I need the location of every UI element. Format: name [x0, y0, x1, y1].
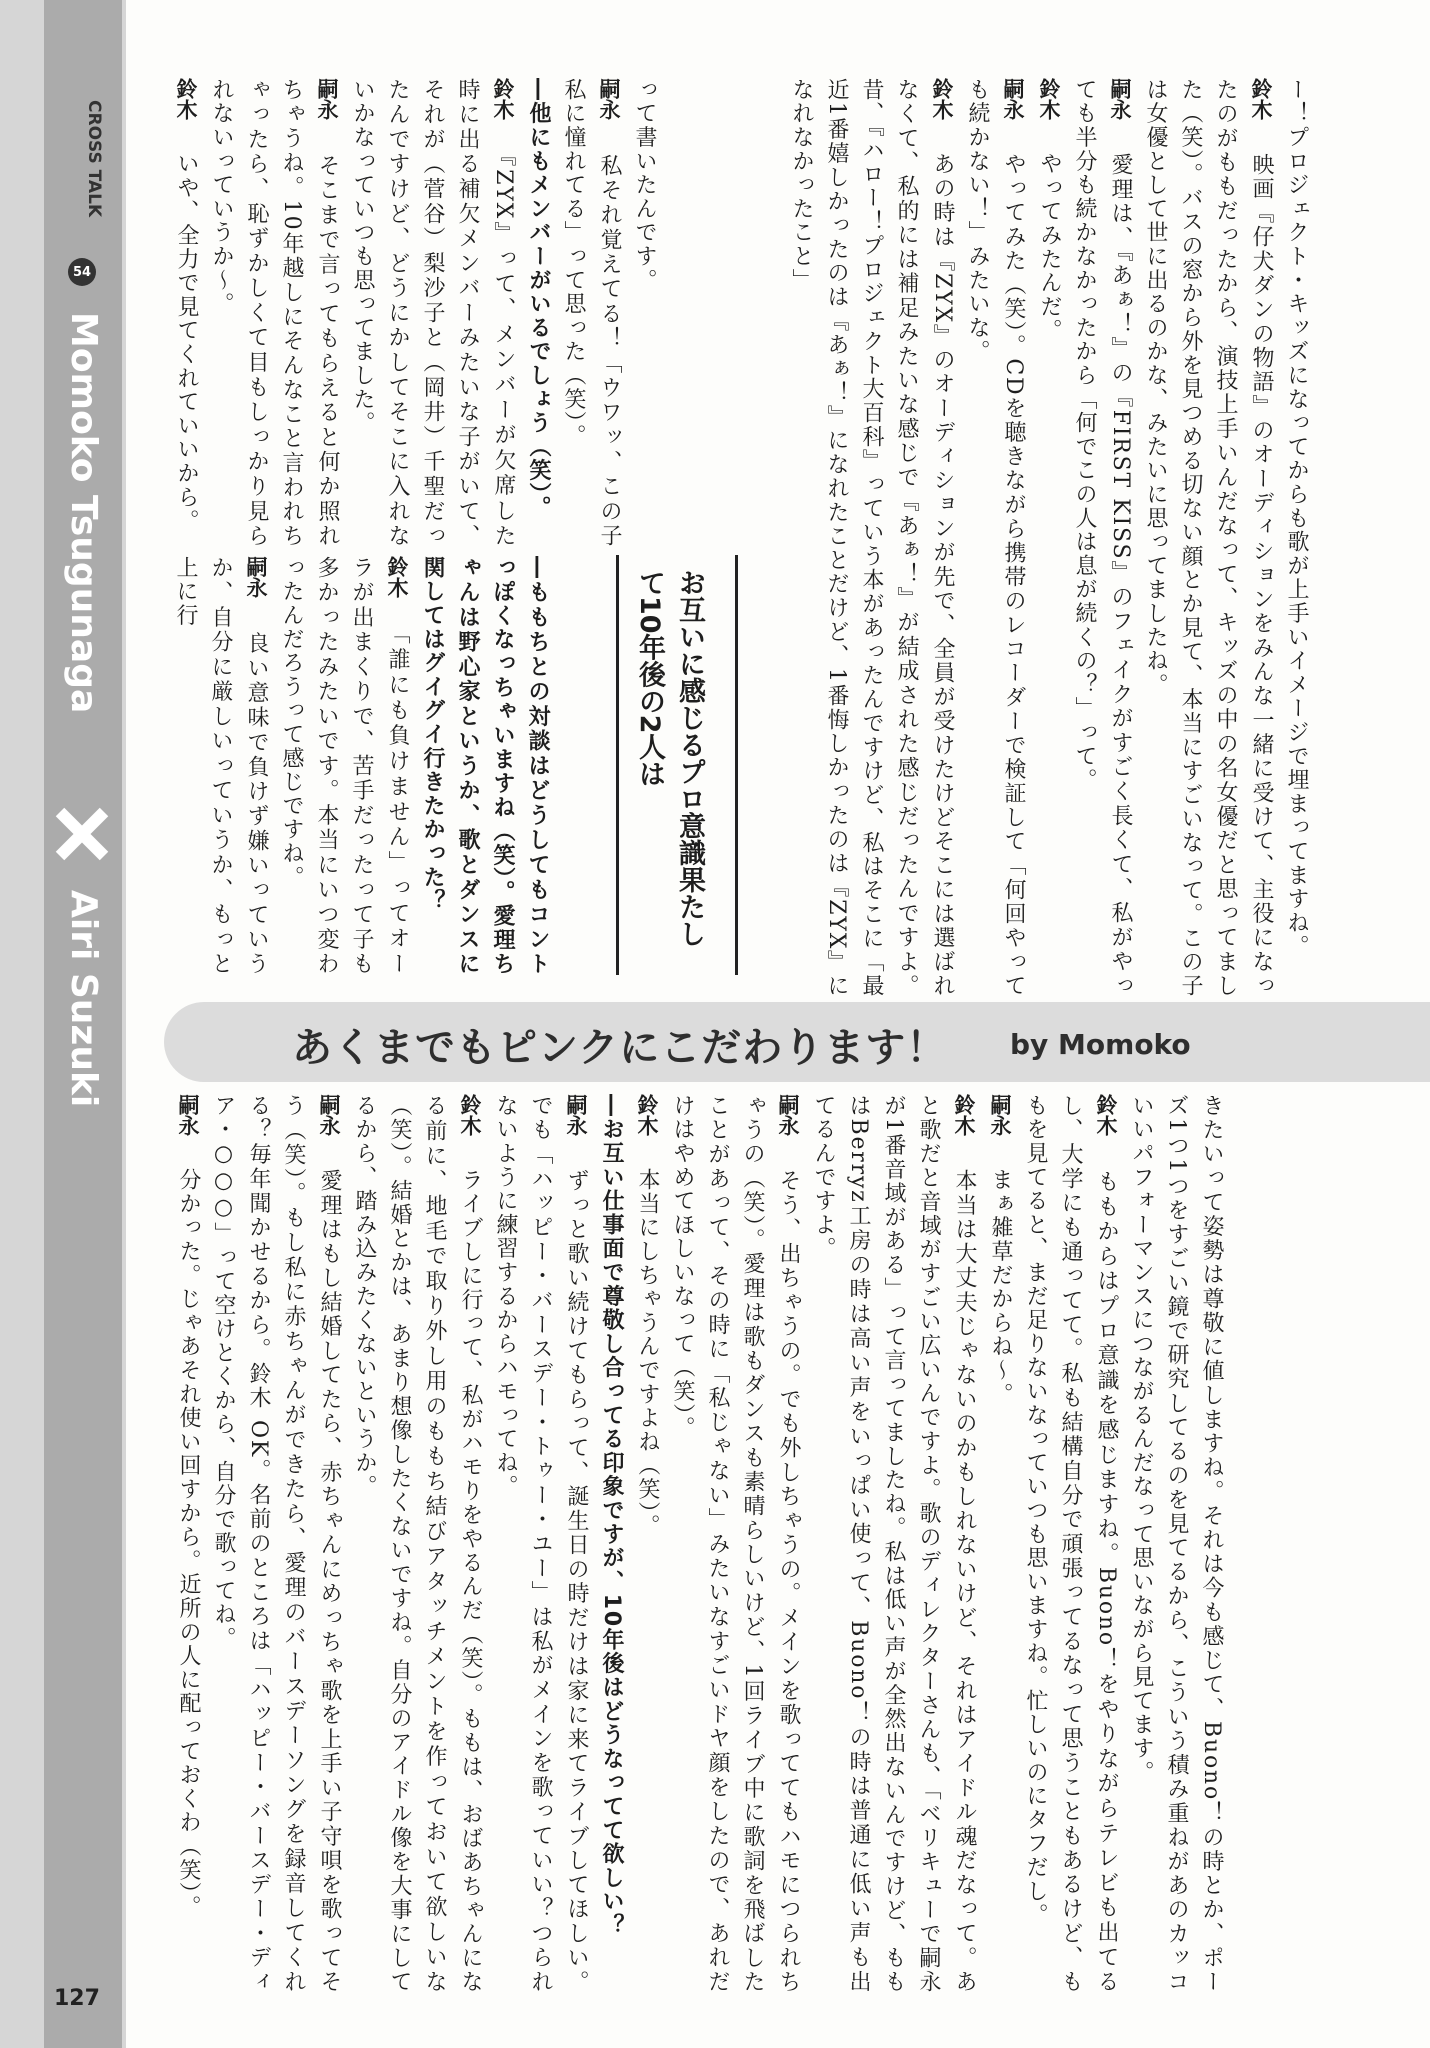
speaker-name: 鈴木: [491, 78, 515, 120]
speaker-name: 嗣永: [597, 78, 621, 120]
speaker-name: 嗣永: [176, 1094, 200, 1136]
paragraph-text: 「誰にも負けません」ってオーラが出まくりで、苦手だったって子も多かったみたいです。本当にいつ変わったんだろうって感じですね。: [279, 556, 410, 976]
paragraph-text: やってみた（笑）。CDを聴きながら携帯のレコーダーで検証して「何回やっても続かない！」みたいな。: [965, 78, 1026, 998]
dialogue-paragraph: [274, 556, 415, 976]
dialogue-paragraph: [629, 1094, 665, 1994]
paragraph-text: そこまで言ってもらえると何か照れちゃうね。10年越しにそんなこと言われちゃったら、恥ずかしくて目もしっかり見られないっていうか～。: [209, 78, 340, 548]
dialogue-paragraph: [1067, 78, 1138, 998]
banner-title: あくまでもピンクにこだわります！: [292, 1025, 948, 1071]
interviewer-question: [594, 1094, 629, 1994]
speaker-name: 鈴木: [1249, 78, 1273, 120]
name-airi: Airi Suzuki: [63, 890, 104, 1108]
text-column: [168, 78, 662, 548]
speaker-name: 嗣永: [317, 1094, 341, 1136]
speaker-name: 嗣永: [1108, 78, 1132, 120]
side-band: [0, 0, 126, 2048]
dialogue-paragraph: [170, 1094, 206, 1994]
article-upper-right: [784, 78, 1309, 998]
speaker-name: 鈴木: [458, 1094, 482, 1136]
banner-byline: by Momoko: [1010, 1028, 1191, 1061]
speaker-name: 鈴木: [1094, 1094, 1118, 1136]
headline-box: [616, 555, 738, 975]
speaker-name: 嗣永: [1001, 78, 1025, 120]
paragraph-text: って書いたんです。: [632, 78, 657, 293]
paragraph-text: ずっと歌い続けてもらって、誕生日の時だけは家に来てライブしてほしい。でも「ハッピー・バースデー・トゥー・ユー」は私がメインを歌っていい？つられないように練習するからハモってね。: [493, 1094, 589, 1994]
article-upper-bottom-left: [168, 556, 608, 976]
dialogue-paragraph: [1031, 78, 1067, 998]
dialogue-paragraph: [204, 78, 345, 548]
dialogue-paragraph: [627, 78, 662, 548]
paragraph-text: ー！プロジェクト・キッズになってからも歌が上手いイメージで埋まってますね。: [1284, 78, 1309, 959]
series-label: CROSS TALK: [84, 100, 104, 218]
dialogue-paragraph: [806, 1094, 982, 1994]
page-number: 127: [54, 1986, 100, 2011]
paragraph-text: まぁ雑草だからね～。: [988, 1168, 1013, 1407]
speaker-name: 嗣永: [776, 1094, 800, 1136]
article-lower: [170, 1094, 1270, 1994]
interviewer-question: [415, 556, 555, 976]
paragraph-text: ―お互い仕事面で尊敬し合ってる印象ですが、10年後はどうなってて欲しい？: [599, 1094, 624, 1938]
speaker-name: 鈴木: [174, 78, 198, 120]
headline: お互いに感じるプロ意識果たして10年後の2人は: [634, 569, 705, 947]
speaker-name: 鈴木: [952, 1094, 976, 1136]
speaker-name: 嗣永: [315, 78, 339, 120]
dialogue-paragraph: [665, 1094, 806, 1994]
paragraph-text: 本当は大丈夫じゃないのかもしれないけど、それはアイドル魂だなって。あと歌だと音域がすごい広いんですよ。歌のディレクターさんも、「ベリキューで嗣永が1番音域がある」って言ってましたね。私は低い声が全然出ないんですけど、ももはBerryz工房の時は高い声をいっぱい使って、Buono！の時は普通に低い声も出てるんですよ。: [811, 1094, 977, 1994]
paragraph-text: ―ももちとの対談はどうしてもコントっぽくなっちゃいますね（笑）。愛理ちゃんは野心家というか、歌とダンスに関してはグイグイ行きたかった？: [420, 556, 550, 976]
paragraph-text: あの時は『ZYX』のオーディションが先で、全員が受けたけどそこには選ばれなくて、私的には補足みたいな感じで『あぁ！』が結成された感じだったんですよ。昔、『ハロー！プロジェクト大百科』っていう本があったんですけど、私はそこに「最近1番嬉しかったのは『あぁ！』になれたことだけど、1番悔しかったのは『ZYX』になれなかったこと」: [789, 78, 955, 998]
text-column: [170, 1094, 1229, 1994]
paragraph-text: 愛理はもし結婚してたら、赤ちゃんにめっちゃ歌を上手い子守唄を歌ってそう（笑）。もし私に赤ちゃんができたら、愛理のバースデーソングを録音してくれる？毎年聞かせるから。鈴木 OK。名前のところは「ハッピー・バースデー・ディア・○○○」って空けとくから、自分で歌ってね。: [211, 1094, 342, 1994]
dialogue-paragraph: [784, 78, 960, 998]
paragraph-text: ももからはプロ意識を感じますね。Buono！をやりながらテレビも出てるし、大学にも通ってて。私も結構自分で頑張ってるなって思うこともあるけど、ももを見てると、まだ足りないなっていつも思いますね。忙しいのにタフだし。: [1023, 1094, 1119, 1994]
paragraph-text: 私それ覚えてる！「ウワッ、この子私に憧れてる」って思った（笑）。: [561, 78, 622, 548]
paragraph-text: 映画『仔犬ダンの物語』のオーディションをみんな一緒に受けて、主役になったのがももだったから、演技上手いんだなって、キッズの中の名女優だと思ってました（笑）。バスの窓から外を見つめる切ない顔とか見て、本当にすごいなって。この子は女優として世に出るのかな、みたいに思ってましたね。: [1143, 78, 1274, 998]
speaker-name: 嗣永: [988, 1094, 1012, 1136]
dialogue-paragraph: [345, 78, 521, 548]
speaker-name: 嗣永: [564, 1094, 588, 1136]
speaker-name: 鈴木: [385, 556, 409, 598]
dialogue-paragraph: [1138, 78, 1279, 998]
dialogue-paragraph: [1124, 1094, 1229, 1994]
paragraph-text: 『ZYX』って、メンバーが欠席した時に出る補欠メンバーみたいな子がいて、それが（菅谷）梨沙子と（岡井）千聖だったんですけど、どうにかしてそこに入れないかなっていつも思ってました。: [350, 78, 516, 548]
paragraph-text: きたいって姿勢は尊敬に値しますね。それは今も感じて、Buono！の時とか、ポーズ1つ1つをすごい鏡で研究してるのを見てるから、こういう積み重ねがあのカッコいいパフォーマンスにつながるんだなって思いながら見てます。: [1129, 1094, 1224, 1994]
speaker-name: 鈴木: [1037, 78, 1061, 120]
side-title-group: [60, 100, 104, 1800]
dialogue-paragraph: [960, 78, 1031, 998]
dialogue-paragraph: [556, 78, 627, 548]
section-banner: [164, 1002, 1430, 1082]
dialogue-paragraph: [168, 78, 204, 548]
dialogue-paragraph: [488, 1094, 594, 1994]
dialogue-paragraph: [168, 556, 274, 976]
name-momoko: Momoko Tsugunaga: [63, 312, 104, 714]
dialogue-paragraph: [347, 1094, 488, 1994]
speaker-name: 鈴木: [930, 78, 954, 120]
speaker-name: 嗣永: [244, 556, 268, 598]
dialogue-paragraph: [1279, 78, 1314, 998]
paragraph-text: やってみたんだ。: [1037, 152, 1062, 343]
dialogue-paragraph: [1018, 1094, 1124, 1994]
paragraph-text: 本当にしちゃうんですよね（笑）。: [635, 1168, 660, 1539]
paragraph-text: 良い意味で負けず嫌いっていうか、自分に厳しいっていうか、もっと上に行: [173, 556, 269, 976]
text-column: [168, 556, 555, 976]
paragraph-text: そう、出ちゃうの。でも外しちゃうの。メインを歌っててもハモにつられちゃうの（笑）。愛理は歌もダンスも素晴らしいけど、1回ライブ中に歌詞を飛ばしたことがあって、その時に「私じゃない」みたいなすごいドヤ顔をしたので、あれだけはやめてほしいなって（笑）。: [670, 1094, 801, 1994]
article-upper-left: [168, 78, 780, 548]
paragraph-text: ―他にもメンバーがいるでしょう（笑）。: [526, 78, 551, 520]
dialogue-paragraph: [206, 1094, 347, 1994]
cross-icon: [54, 806, 110, 862]
dialogue-paragraph: [982, 1094, 1018, 1994]
issue-badge: 54: [68, 258, 96, 286]
paragraph-text: 分かった。じゃあそれ使い回すから。近所の人に配っておくわ（笑）。: [176, 1168, 201, 1919]
speaker-name: 鈴木: [635, 1094, 659, 1136]
paragraph-text: いや、全力で見てくれていいから。: [174, 152, 199, 534]
text-column: [784, 78, 1314, 998]
paragraph-text: 愛理は、『あぁ！』の『FIRST KISS』のフェイクがすごく長くて、私がやっても半分も続かなかったから「何でこの人は息が続くの？」って。: [1072, 78, 1133, 998]
paragraph-text: ライブしに行って、私がハモりをやるんだ（笑）。ももは、おばあちゃんになる前に、地毛で取り外し用のももち結びアタッチメントを作っておいて欲しいな（笑）。結婚とかは、あまり想像したくないですね。自分のアイドル像を大事にしてるから、踏み込みたくないというか。: [352, 1094, 483, 1994]
interviewer-question: [521, 78, 556, 548]
